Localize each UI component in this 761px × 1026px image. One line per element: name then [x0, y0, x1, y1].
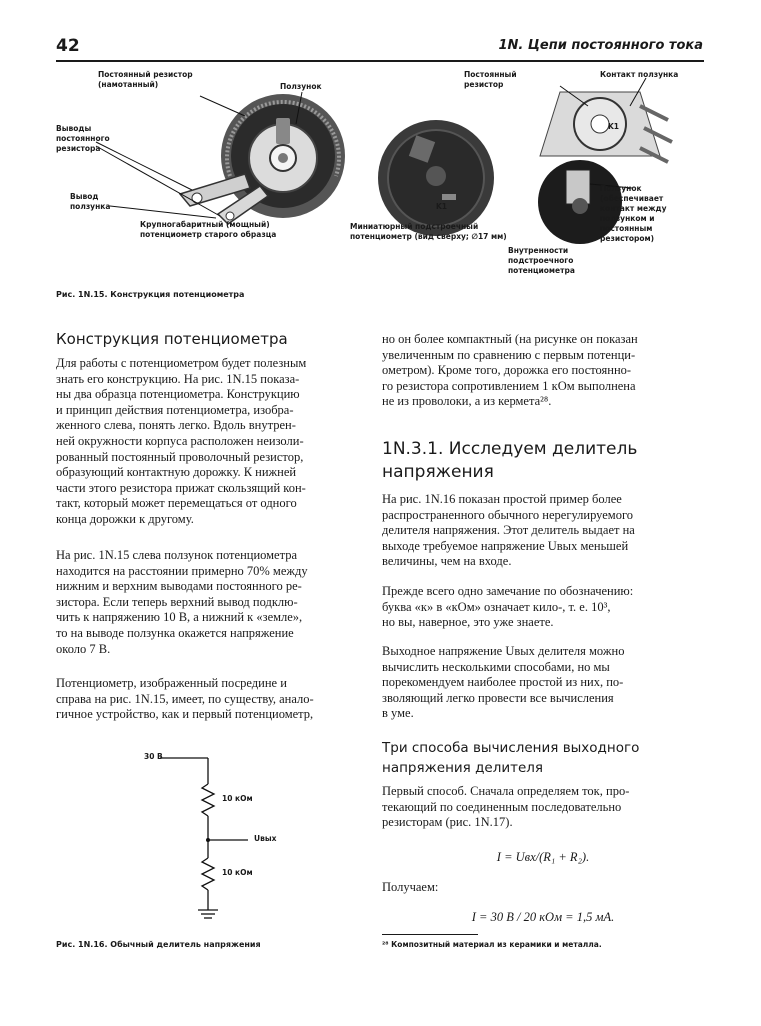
- divider-r2-label: 10 кОм: [222, 868, 253, 877]
- text-line: распространенного обычного нерегулируемого: [382, 507, 634, 522]
- text-line: конца дорожки к другому.: [56, 511, 194, 526]
- right-paragraph-4: [382, 644, 704, 722]
- text-line: Для работы с потенциометром будет полезным: [56, 356, 307, 370]
- label-slider-contact: Контакт ползунка: [600, 70, 679, 79]
- left-paragraph-1: [56, 356, 358, 528]
- text-line: образующий контактную дорожку. К нижней: [56, 465, 297, 480]
- right-paragraph-2: [382, 492, 704, 570]
- page-number: 42: [56, 36, 80, 56]
- left-paragraph-2: [56, 548, 358, 657]
- label-slider-bridge: Ползунок (обеспечивает контакт между ползунком и постоянным резистором): [600, 184, 667, 243]
- text-line: около 7 В.: [56, 641, 111, 656]
- label-inside-trimmer: Внутренности подстроечного потенциометра: [508, 246, 575, 275]
- figure-voltage-divider: [130, 748, 300, 928]
- formula-result: I = 30 В / 20 кОм = 1,5 мА.: [471, 910, 615, 924]
- text-line: рованный постоянный проволочный резистор,: [56, 449, 304, 464]
- text-line: вычислить несколькими способами, но мы: [382, 659, 610, 674]
- text-line: части этого резистора прижат скользящий кон-: [56, 480, 306, 495]
- large-potentiometer-image: [180, 94, 345, 224]
- right-paragraph-3: [382, 584, 704, 631]
- text-line: но вы, наверное, это уже знаете.: [382, 615, 554, 630]
- formula-current: I = Uвх/(R₁ + R₂).: [496, 850, 590, 864]
- subheading-line: Три способа вычисления выходного: [382, 740, 640, 756]
- text-line: Выходное напряжение Uвых делителя можно: [382, 644, 625, 658]
- section-heading: [382, 438, 704, 484]
- subheading-line: напряжения делителя: [382, 760, 544, 776]
- potentiometer-photos: [40, 66, 720, 298]
- footnote: ²⁸ Композитный материал из керамики и металла.: [382, 940, 602, 949]
- text-line: выходе требуемое напряжение Uвых меньшей: [382, 538, 629, 553]
- left-paragraph-3: [56, 676, 358, 723]
- text-line: порекомендуем наиболее простой из них, по-: [382, 675, 624, 690]
- text-line: не из проволоки, а из кермета²⁸.: [382, 394, 552, 409]
- text-line: находится на расстоянии примерно 70% между: [56, 563, 308, 578]
- text-line: ны два образца потенциометра. Конструкцию: [56, 387, 300, 402]
- text-line: нижним и верхним выводами постоянного ре-: [56, 579, 302, 594]
- text-line: На рис. 1N.16 показан простой пример более: [382, 492, 622, 506]
- header-rule: [56, 60, 704, 62]
- subheading: [382, 738, 704, 778]
- section-heading-line: напряжения: [382, 462, 494, 482]
- text-line: такт, который может перемещаться от одного: [56, 496, 297, 511]
- label-terminals: Выводы постоянного резистора: [56, 124, 110, 153]
- text-line: в уме.: [382, 706, 414, 721]
- text-line: женного слева, понять легко. Вдоль внутрен-: [56, 418, 296, 433]
- text-line: справа на рис. 1N.15, имеет, по существу, анало-: [56, 691, 314, 706]
- label-k1-left: K1: [436, 202, 448, 211]
- text-line: делителя напряжения. Этот делитель выдает на: [382, 523, 635, 538]
- gives-text: Получаем:: [382, 880, 439, 894]
- text-line: Прежде всего одно замечание по обозначению:: [382, 584, 634, 598]
- label-slider-top: Ползунок: [280, 82, 322, 91]
- divider-input-label: 30 В: [144, 752, 163, 761]
- footnote-rule: [382, 934, 478, 935]
- text-line: резисторам (рис. 1N.17).: [382, 815, 513, 830]
- chapter-title: 1N. Цепи постоянного тока: [498, 38, 703, 53]
- figure-16-caption: Рис. 1N.16. Обычный делитель напряжения: [56, 940, 261, 949]
- text-line: гичное устройство, как и первый потенциометр,: [56, 707, 314, 722]
- divider-r1-label: 10 кОм: [222, 794, 253, 803]
- text-line: знать его конструкцию. На рис. 1N.15 показа-: [56, 371, 300, 386]
- text-line: величины, чем на входе.: [382, 554, 512, 569]
- left-heading: Конструкция потенциометра: [56, 330, 288, 348]
- text-line: Первый способ. Сначала определяем ток, про-: [382, 784, 630, 798]
- figure-potentiometer-construction: [40, 66, 720, 298]
- figure-15-caption: Рис. 1N.15. Конструкция потенциометра: [56, 290, 245, 299]
- text-line: На рис. 1N.15 слева ползунок потенциометра: [56, 548, 298, 562]
- section-heading-line: 1N.3.1. Исследуем делитель: [382, 439, 638, 459]
- label-fixed-resistor-right: Постоянный резистор: [464, 70, 517, 89]
- text-line: увеличенным по сравнению с первым потенци-: [382, 347, 636, 362]
- label-mini-pot: Миниатюрный подстроечный потенциометр (вид сверху; ∅17 мм): [350, 222, 507, 241]
- label-slider-terminal: Вывод ползунка: [70, 192, 111, 211]
- label-large-pot: Крупногабаритный (мощный) потенциометр старого образца: [140, 220, 277, 239]
- text-line: ометром). Кроме того, дорожка его постоянно-: [382, 363, 632, 378]
- right-paragraph-5: [382, 784, 704, 831]
- label-fixed-resistor-wound: Постоянный резистор (намотанный): [98, 70, 193, 89]
- text-line: зволяющий легко провести все вычисления: [382, 690, 614, 705]
- text-line: Потенциометр, изображенный посредине и: [56, 676, 287, 690]
- text-line: текающий по соединенным последовательно: [382, 799, 622, 814]
- label-k1-right: K1: [608, 122, 620, 131]
- text-line: чить к напряжению 10 В, а нижний к «земле»,: [56, 610, 303, 625]
- text-line: ней окружности корпуса расположен неизоли-: [56, 433, 304, 448]
- text-line: то на выводе ползунка окажется напряжение: [56, 625, 294, 640]
- text-line: но он более компактный (на рисунке он показан: [382, 332, 638, 346]
- mini-potentiometer-image: [378, 120, 494, 236]
- text-line: зистора. Если теперь верхний вывод подклю-: [56, 594, 298, 609]
- right-paragraph-1: [382, 332, 704, 410]
- text-line: го резистора сопротивлением 1 кОм выполнена: [382, 378, 636, 393]
- text-line: и принцип действия потенциометра, изобра-: [56, 402, 294, 417]
- text-line: буква «к» в «кОм» означает кило-, т. е. 10³,: [382, 599, 611, 614]
- divider-output-label: Uвых: [254, 834, 277, 843]
